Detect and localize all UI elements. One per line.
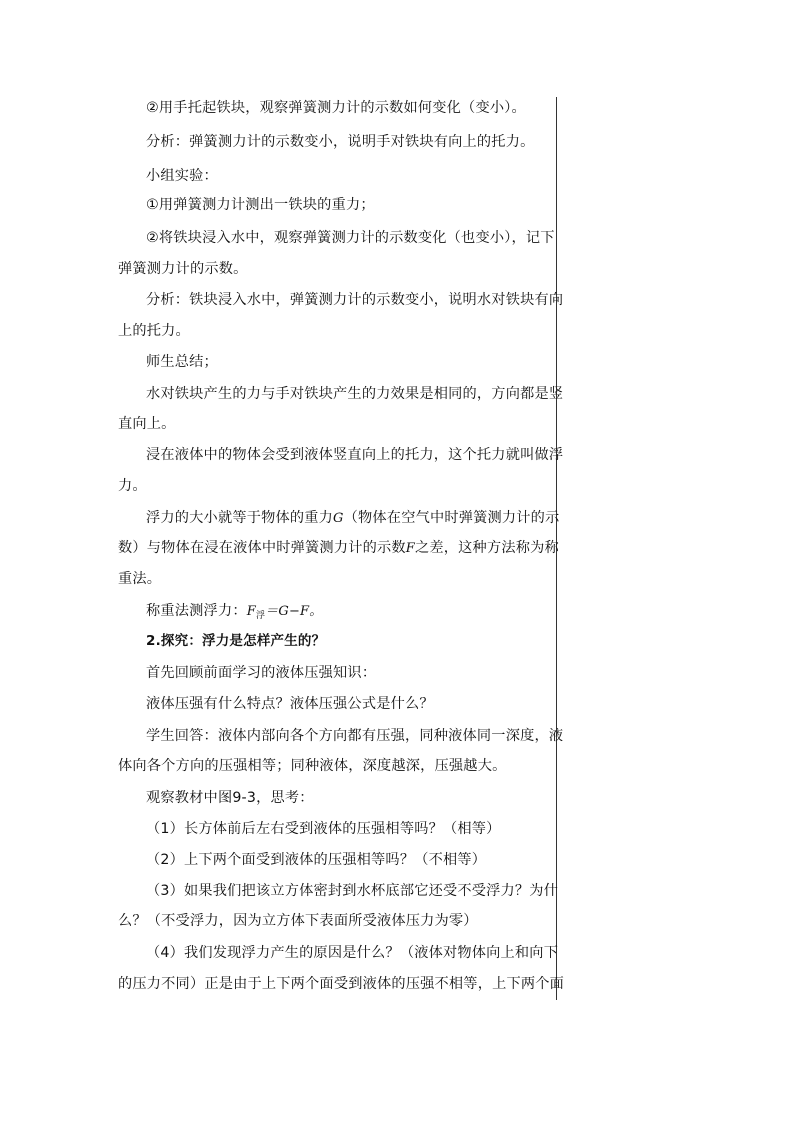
text-line: 首先回顾前面学习的液体压强知识：	[146, 665, 377, 681]
text-line: 观察教材中图9-3，思考：	[146, 790, 314, 806]
text-line: ②用手托起铁块，观察弹簧测力计的示数如何变化（变小）。	[146, 100, 526, 116]
text-line: ①用弹簧测力计测出一铁块的重力；	[146, 197, 375, 213]
text-line: 么？（不受浮力，因为立方体下表面所受液体压力为零）	[118, 913, 478, 929]
symbol-g: G	[333, 511, 344, 526]
text-line: 重法。	[118, 571, 162, 587]
text-line: （3）如果我们把该立方体密封到水杯底部它还受不受浮力？为什	[146, 883, 559, 899]
text-line: 上的托力。	[118, 323, 190, 339]
text-line: 学生回答：液体内部向各个方向都有压强，同种液体同一深度，液	[146, 728, 564, 744]
text-line: 力。	[118, 478, 147, 494]
symbol-f: F	[405, 541, 415, 556]
text-line: 水对铁块产生的力与手对铁块产生的力效果是相同的，方向都是竖	[146, 386, 564, 402]
text-line: （2）上下两个面受到液体的压强相等吗？（不相等）	[146, 852, 487, 868]
text-line: 分析：铁块浸入水中，弹簧测力计的示数变小，说明水对铁块有向	[146, 292, 564, 308]
section-heading: 2.探究：浮力是怎样产生的？	[146, 633, 326, 649]
text-line: 直向上。	[118, 416, 176, 432]
text-line: 师生总结；	[146, 354, 218, 370]
text-fragment: 数）与物体在浸在液体中时弹簧测力计的示数	[118, 540, 406, 556]
text-fragment: 之差，这种方法称为称	[415, 540, 559, 556]
text-line: 弹簧测力计的示数。	[118, 261, 248, 277]
formula-rest: ＝G−F。	[265, 604, 323, 619]
formula-f: F	[246, 604, 256, 619]
text-fragment: 浮力的大小就等于物体的重力	[146, 510, 334, 526]
text-line: （4）我们发现浮力产生的原因是什么？（液体对物体向上和向下	[146, 945, 559, 961]
text-line: 的压力不同）正是由于上下两个面受到液体的压强不相等，上下两个面	[118, 976, 565, 992]
formula-line	[146, 601, 322, 626]
text-fragment: （物体在空气中时弹簧测力计的示	[343, 510, 560, 526]
text-line	[118, 538, 559, 559]
text-line: 浸在液体中的物体会受到液体竖直向上的托力，这个托力就叫做浮	[146, 447, 564, 463]
text-line: 分析：弹簧测力计的示数变小，说明手对铁块有向上的托力。	[146, 134, 535, 150]
formula-subscript: 浮	[255, 611, 266, 621]
text-line	[146, 508, 559, 529]
text-line: （1）长方体前后左右受到液体的压强相等吗？（相等）	[146, 821, 501, 837]
text-line: 小组实验：	[146, 168, 218, 184]
text-line: 液体压强有什么特点？液体压强公式是什么？	[146, 696, 434, 712]
text-line: ②将铁块浸入水中，观察弹簧测力计的示数变化（也变小），记下	[146, 230, 555, 246]
text-line: 体向各个方向的压强相等；同种液体，深度越深，压强越大。	[118, 758, 507, 774]
formula-prefix: 称重法测浮力：	[146, 603, 247, 619]
